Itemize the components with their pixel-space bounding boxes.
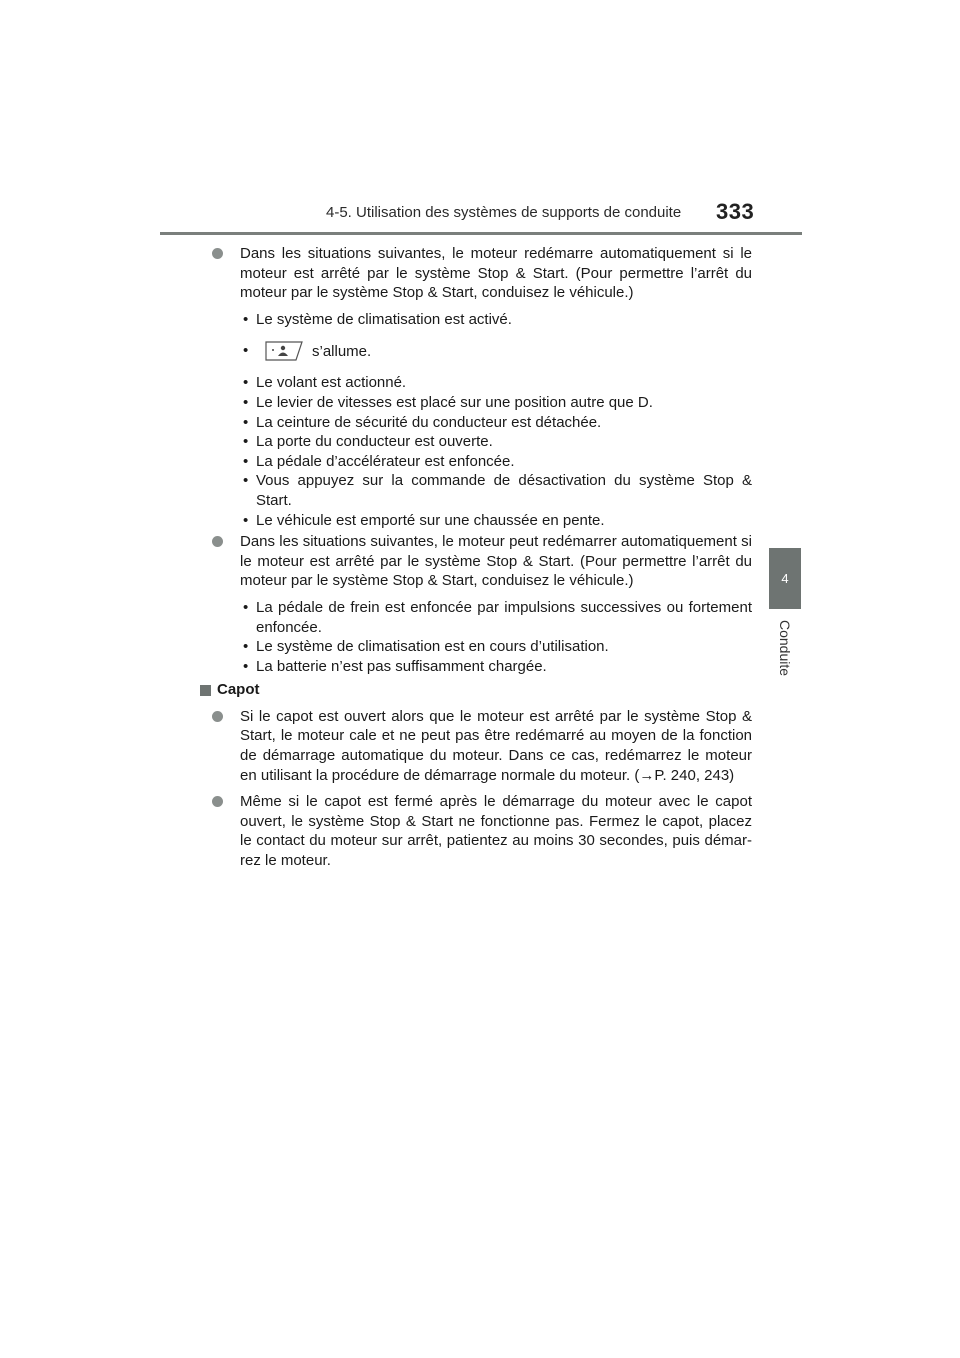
list-item: • Le système de climatisation est activé.: [243, 310, 512, 328]
list-item: • La pédale de frein est enfoncée par impulsions successives ou fortement enfoncée.: [243, 598, 752, 636]
section-heading-capot: Capot: [200, 680, 752, 700]
circle-bullet-icon: [212, 711, 223, 722]
list-item: • Le levier de vitesses est placé sur une position autre que D.: [243, 393, 653, 411]
header-rule: [160, 232, 802, 235]
list-item: • La batterie n’est pas suffisamment chargée.: [243, 657, 547, 675]
paragraph-text: Même si le capot est fermé après le démarrage du moteur avec le capot ouvert, le système Stop & Start ne fonctionne pas. Fermez le capot, placez le contact du moteur sur arrêt, patientez au moins 30 secondes, puis démar-rez le moteur.: [240, 793, 752, 870]
paragraph-possible-restart: [212, 532, 752, 591]
page-content: [212, 244, 752, 878]
auto-restart-list: [212, 310, 752, 530]
paragraph-hood-open: [212, 707, 752, 785]
circle-bullet-icon: [212, 248, 223, 259]
circle-bullet-icon: [212, 796, 223, 807]
running-header: 4-5. Utilisation des systèmes de supports de conduite: [326, 204, 682, 221]
list-item: • Le système de climatisation est en cours d’utilisation.: [243, 638, 609, 656]
paragraph-text: Dans les situations suivantes, le moteur peut redémarrer automatiquement si le moteur est arrêté par le système Stop & Start. (Pour permettre l’arrêt du moteur par le système Stop & Start, conduisez le véhicule.): [240, 533, 752, 590]
chapter-label: [771, 620, 799, 680]
list-item: • La porte du conducteur est ouverte.: [243, 433, 493, 451]
list-item: • La ceinture de sécurité du conducteur est détachée.: [243, 413, 602, 431]
paragraph-text: Si le capot est ouvert alors que le moteur est arrêté par le système Stop & Start, le moteur cale et ne peut pas être redémarré au moyen de la fonction de démarrage automatique du moteur. Dans ce cas, redémarrez le moteur en utilisant la procédure de démarrage normale du moteur. (→P. 240, 243): [240, 707, 752, 784]
list-item: • Vous appuyez sur la commande de désactivation du système Stop & Start.: [243, 472, 752, 509]
list-item: • Le véhicule est emporté sur une chaussée en pente.: [243, 511, 605, 529]
list-item: • La pédale d’accélérateur est enfoncée.: [243, 452, 515, 470]
chapter-tab: [769, 548, 801, 609]
paragraph-auto-restart: [212, 244, 752, 303]
paragraph-text: Dans les situations suivantes, le moteur redémarre automatiquement si le moteur est arrêté par le système Stop & Start. (Pour permettre l’arrêt du moteur par le système Stop & Start, conduisez le véhicule.): [240, 245, 752, 302]
list-item: • s’allume.: [243, 342, 372, 360]
paragraph-hood-closed: [212, 792, 752, 870]
circle-bullet-icon: [212, 536, 223, 547]
chapter-number: 4: [781, 571, 789, 586]
list-item: • Le volant est actionné.: [243, 374, 407, 392]
chapter-label-text: Conduite: [777, 620, 793, 677]
seatbelt-warning-icon: [264, 341, 304, 361]
possible-restart-list: [212, 598, 752, 676]
square-marker-icon: [200, 685, 211, 696]
page-number: 333: [716, 199, 755, 224]
